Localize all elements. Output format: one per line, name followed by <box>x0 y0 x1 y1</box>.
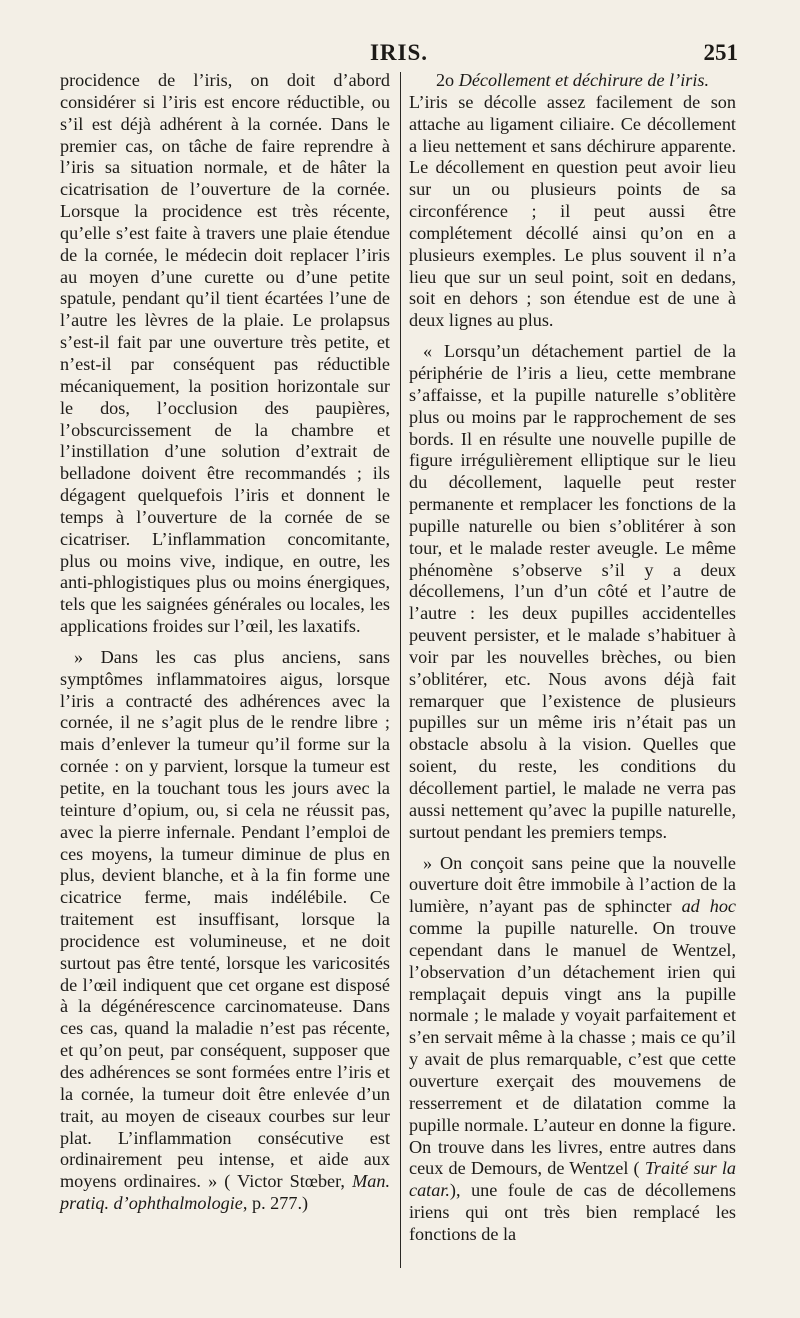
italic-ad-hoc: ad hoc <box>681 896 736 917</box>
right-paragraph-3-end: ), une foule de cas de décollemens iriens qui ont très bien remplacé les fonctions de la <box>409 1180 736 1244</box>
right-paragraph-3-start: » On conçoit sans peine que la nouvelle ouverture doit être immobile à l’action de la lumière, n’ayant pas de sphincter <box>409 852 736 917</box>
page-number: 251 <box>703 40 738 65</box>
right-paragraph-1: L’iris se décolle assez facilement de son attache au ligament ciliaire. Ce décollement a lieu nettement et sans déchirure apparente. Le décollement en question peut avoir lieu sur un ou plusieurs points de sa circonférence ; il peut aussi être complétement décollé ainsi qu’on en a plusieurs exemples. Le plus souvent il n’a lieu que sur un seul point, soit en dedans, soit en dehors ; son étendue est de une à deux lignes au plus. <box>409 91 736 331</box>
right-paragraph-2: « Lorsqu’un détachement partiel de la périphérie de l’iris a lieu, cette membrane s’affaisse, et la pupille naturelle s’oblitère plus ou moins par le rapprochement de ses bords. Il en résulte une nouvelle pupille de figure irrégulièrement elliptique sur le lieu du décollement, laquelle peut rester permanente et remplacer les fonctions de la pupille naturelle ou bien s’oblitérer à son tour, et le malade rester aveugle. Le même phénomène s’observe s’il y a deux décollemens, l’un d’un côté et l’autre de l’autre : les deux pupilles accidentelles peuvent persister, et le malade s’habituer à voir par les nouvelles brèches, ou bien s’oblitérer, etc. Nous avons déjà fait remarquer que l’existence de plusieurs pupilles sur un même iris n’était pas un obstacle absolu à la vision. Quelles que soient, du reste, les conditions du décollement partiel, le malade ne verra pas aussi nettement qu’avec la pupille naturelle, surtout pendant les premiers temps. <box>409 341 736 842</box>
right-paragraph-3 <box>409 853 736 1246</box>
left-paragraph-1: procidence de l’iris, on doit d’abord considérer si l’iris est encore réductible, ou s’il est déjà adhérent à la cornée. Dans le premier cas, on tâche de faire reprendre à l’iris sa situation normale, et de hâter la cicatrisation de l’ouverture de la cornée. Lorsque la procidence est très récente, qu’elle s’est faite à travers une plaie étendue de la cornée, le médecin doit replacer l’iris au moyen d’une curette ou d’une petite spatule, pendant qu’il tient écartées l’une de l’autre les lèvres de la plaie. Le prolapsus s’est-il fait par une ouverture très petite, et n’est-il par conséquent pas réductible mécaniquement, la position horizontale sur le dos, l’occlusion des paupières, l’obscurcissement de la chambre et l’instillation d’une solution d’extrait de belladone doivent être recommandés ; ils dégagent quelquefois l’iris et donnent le temps à l’ouverture de la cornée de se cicatriser. L’inflammation concomitante, plus ou moins vive, indique, en outre, les anti-phlogistiques plus ou moins énergiques, tels que les saignées générales ou locales, les applications froides sur l’œil, les laxatifs. <box>60 70 390 637</box>
section-heading <box>409 70 736 92</box>
right-column <box>409 70 736 1246</box>
section-title: Décollement et déchirure de l’iris. <box>458 70 710 90</box>
running-head <box>60 40 738 70</box>
citation-page: , p. 277.) <box>242 1193 309 1214</box>
citation-title: Man. pratiq. d’ophthalmologie <box>60 1171 390 1214</box>
running-title: IRIS. <box>369 40 429 65</box>
left-column <box>60 70 390 1215</box>
section-number: 2o <box>435 70 455 90</box>
column-divider <box>400 72 401 1268</box>
italic-work-title: Traité sur la catar. <box>409 1158 737 1201</box>
right-paragraph-3-mid: comme la pupille naturelle. On trouve cependant dans le manuel de Wentzel, l’observation d’un détachement irien qui remplaçait depuis vingt ans la pupille normale ; le malade y voyait parfaitement et s’en servait même à la chasse ; mais ce qu’il y avait de plus remarquable, c’est que cette ouverture exerçait des mouvemens de resserrement et de dilatation comme la pupille normale. L’auteur en donne la figure. On trouve dans les livres, entre autres dans ceux de Demours, de Wentzel ( <box>409 918 736 1179</box>
left-paragraph-2 <box>60 647 390 1215</box>
left-paragraph-2-text: » Dans les cas plus anciens, sans symptômes inflammatoires aigus, lorsque l’iris a contracté des adhérences avec la cornée, il ne s’agit plus de le rendre libre ; mais d’enlever la tumeur qu’il forme sur la cornée : on y parvient, lorsque la tumeur est petite, en la touchant tous les jours avec la teinture d’opium, ou, si cela ne réussit pas, avec la pierre infernale. Pendant l’emploi de ces moyens, la tumeur diminue de plus en plus, devient blanche, et à la fin forme une cicatrice ferme, mais indélébile. Ce traitement est insuffisant, lorsque la procidence est volumineuse, et ne doit surtout pas être tenté, lorsque les varicosités de l’œil indiquent que cet organe est disposé à la dégénérescence carcinomateuse. Dans ces cas, quand la maladie n’est pas récente, et qu’on peut, par conséquent, supposer que des adhérences se sont formées entre l’iris et la cornée, la tumeur doit être enlevée d’un trait, au moyen de ciseaux courbes sur leur plat. L’inflammation consécutive est ordinairement peu intense, et aide aux moyens ordinaires. » ( Victor Stœber, <box>60 646 390 1192</box>
